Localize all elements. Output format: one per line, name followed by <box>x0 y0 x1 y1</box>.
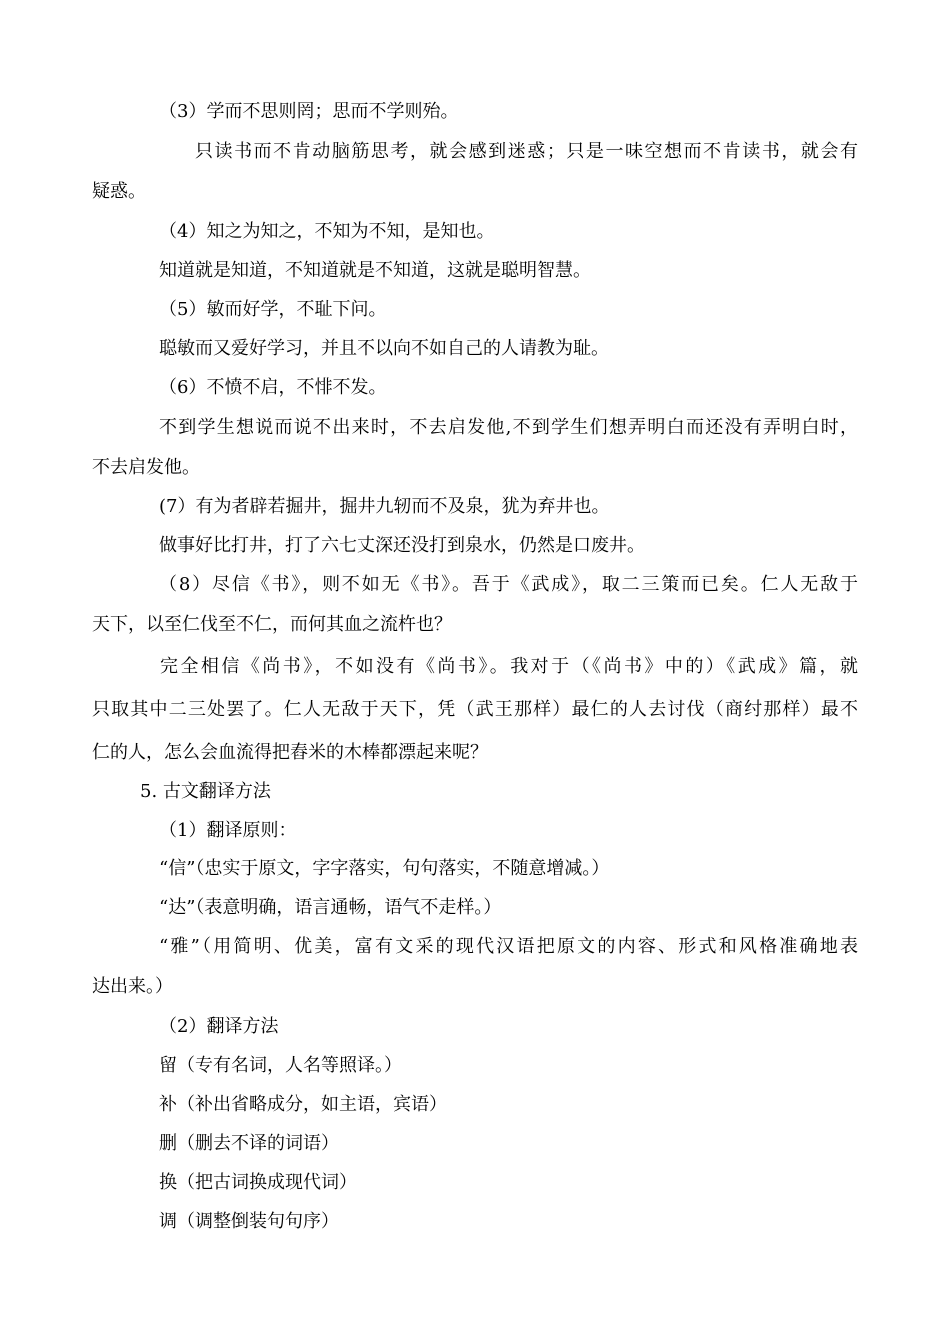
method-delete: 删（删去不译的词语） <box>159 1133 339 1154</box>
item-4-original: （4）知之为知之，不知为不知，是知也。 <box>159 221 495 242</box>
item-8-translation-line1: 完全相信《尚书》，不如没有《尚书》。我对于（《尚书》中的）《武成》篇，就 <box>160 656 858 677</box>
method-supplement: 补（补出省略成分，如主语，宾语） <box>159 1094 447 1115</box>
item-5-translation: 聪敏而又爱好学习，并且不以向不如自己的人请教为耻。 <box>159 338 609 359</box>
item-6-translation-line2: 不去启发他。 <box>92 457 200 478</box>
item-5-original: （5）敏而好学，不耻下问。 <box>159 299 387 320</box>
item-7-original: (7）有为者辟若掘井，掘井九轫而不及泉，犹为弃井也。 <box>159 496 610 517</box>
item-4-translation: 知道就是知道，不知道就是不知道，这就是聪明智慧。 <box>159 260 591 281</box>
item-8-original-line1: （8）尽信《书》，则不如无《书》。吾于《武成》，取二三策而已矣。仁人无敌于 <box>159 574 858 595</box>
principle-elegance-line1: “雅”（用简明、优美，富有文采的现代汉语把原文的内容、形式和风格准确地表 <box>159 936 858 957</box>
item-8-translation-line3: 仁的人，怎么会血流得把舂米的木棒都漂起来呢？ <box>92 742 488 763</box>
item-3-translation-line2: 疑惑。 <box>92 181 146 202</box>
item-7-translation: 做事好比打井，打了六七丈深还没打到泉水，仍然是口废井。 <box>159 535 645 556</box>
principle-elegance-line2: 达出来。） <box>92 976 173 997</box>
subheading-translation-principles: （1）翻译原则： <box>159 820 297 841</box>
method-replace: 换（把古词换成现代词） <box>159 1172 357 1193</box>
method-reorder: 调（调整倒装句句序） <box>159 1211 339 1232</box>
item-6-translation-line1: 不到学生想说而说不出来时，不去启发他,不到学生们想弄明白而还没有弄明白时， <box>159 417 858 438</box>
item-3-translation-line1: 只读书而不肯动脑筋思考，就会感到迷惑；只是一味空想而不肯读书，就会有 <box>195 141 858 162</box>
principle-faithfulness: “信”（忠实于原文，字字落实，句句落实，不随意增减。） <box>159 858 610 879</box>
item-6-original: （6）不愤不启，不悱不发。 <box>159 377 387 398</box>
method-retain: 留（专有名词，人名等照译。） <box>159 1055 402 1076</box>
principle-expressiveness: “达”（表意明确，语言通畅，语气不走样。） <box>159 897 502 918</box>
section-5-heading: 5. 古文翻译方法 <box>140 781 271 802</box>
subheading-translation-methods: （2）翻译方法 <box>159 1016 279 1037</box>
item-8-translation-line2: 只取其中二三处罢了。仁人无敌于天下，凭（武王那样）最仁的人去讨伐（商纣那样）最不 <box>92 699 858 720</box>
item-8-original-line2: 天下，以至仁伐至不仁，而何其血之流杵也？ <box>92 614 452 635</box>
item-3-original: （3）学而不思则罔；思而不学则殆。 <box>159 101 459 122</box>
